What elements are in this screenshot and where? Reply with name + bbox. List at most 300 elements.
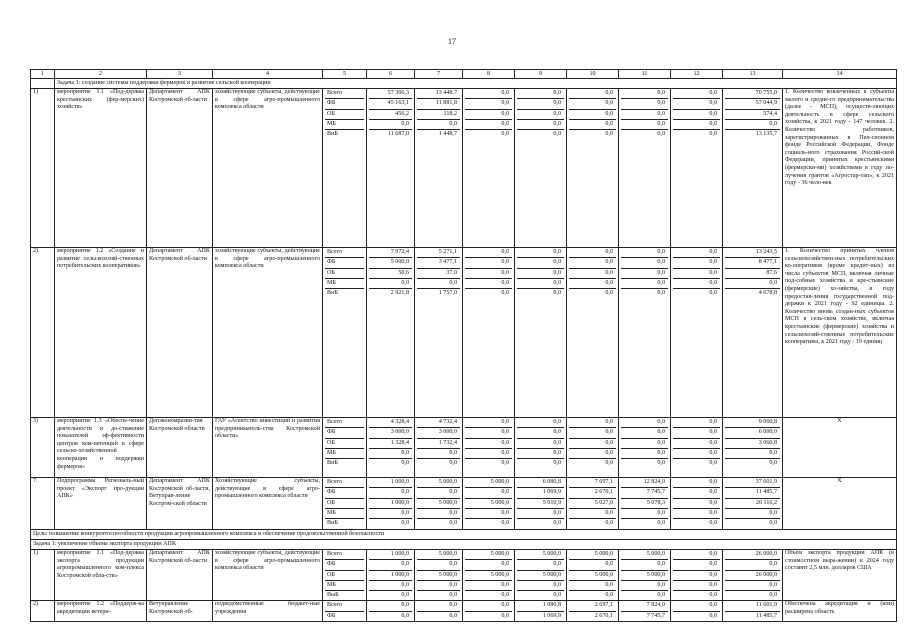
amount-c11-value: 0,0	[621, 428, 668, 438]
amount-c9-value: 6 080,8	[517, 478, 564, 488]
amount-c11-value: 0,0	[621, 99, 668, 109]
amount-c12-value: 0,0	[673, 99, 720, 109]
amount-c7	[415, 550, 463, 601]
amount-c11	[619, 550, 671, 601]
amount-c9-value: 1 069,9	[542, 612, 561, 619]
amount-c7-value: 3 477,1	[417, 258, 460, 268]
amount-c7-value: 0,0	[449, 520, 457, 527]
amount-c12	[671, 248, 723, 418]
amount-c10-value: 2 697,1	[569, 601, 616, 611]
column-number: 6	[367, 70, 415, 79]
amount-c7-value: 0,0	[417, 120, 460, 130]
amount-c7-value: 1 448,7	[438, 131, 457, 138]
funding-source	[323, 89, 367, 248]
amount-c7-value: 5 000,0	[417, 550, 460, 560]
amount-c10-value: 0,0	[605, 290, 613, 297]
amount-c12-value: 0,0	[673, 550, 720, 560]
executor: Департамент АПК Костромской об-ласти	[147, 550, 213, 601]
amount-c7	[415, 601, 463, 622]
amount-c10-value: 0,0	[569, 248, 616, 258]
amount-c7-value: 4 732,4	[417, 418, 460, 428]
amount-c12	[671, 418, 723, 478]
amount-c11-value: 0,0	[621, 110, 668, 120]
amount-c12-value: 0,0	[673, 478, 720, 488]
amount-c11-value: 0,0	[621, 258, 668, 268]
amount-c6-value: 4 328,4	[369, 418, 412, 428]
amount-c13	[723, 478, 783, 530]
amount-c8-value: 0,0	[465, 509, 512, 519]
amount-c11	[619, 418, 671, 478]
amount-c12-value: 0,0	[709, 592, 717, 599]
amount-c6-value: 1 000,0	[369, 478, 412, 488]
amount-c10-value: 2 670,1	[594, 612, 613, 619]
recipient: ГАУ «Агентство инвестиций и развития предприниматель-ства Костромской области»	[213, 418, 323, 478]
amount-c12-value: 0,0	[673, 258, 720, 268]
table-row	[31, 89, 897, 248]
amount-c9-value: 1 069,9	[517, 488, 564, 498]
funding-source-value: МБ	[325, 120, 364, 130]
amount-c6-value: 1 328,4	[369, 439, 412, 449]
amount-c13-value: 0,0	[769, 592, 777, 599]
amount-c10-value: 0,0	[569, 99, 616, 109]
amount-c11-value: 5 000,0	[621, 571, 668, 581]
amount-c6-value: 0,0	[401, 520, 409, 527]
amount-c7-value: 1 757,0	[438, 290, 457, 297]
amount-c9-value: 0,0	[517, 449, 564, 459]
amount-c7-value: 37,0	[417, 269, 460, 279]
amount-c7-value: 0,0	[417, 449, 460, 459]
column-number: 5	[323, 70, 367, 79]
amount-c6-value: 0,0	[369, 449, 412, 459]
funding-source-value: Всего	[325, 550, 364, 560]
amount-c9-value: 1 080,8	[517, 601, 564, 611]
amount-c10-value: 0,0	[605, 131, 613, 138]
amount-c11	[619, 601, 671, 622]
amount-c11-value: 5 000,0	[621, 550, 668, 560]
amount-c8-value: 5 000,0	[465, 571, 512, 581]
amount-c13-value: 11 485,7	[725, 488, 780, 498]
expected-result: Объем экспорта продукции АПК (в стоимостном выра-жении) к 2024 году составит 2,5 млн. долларов США	[783, 550, 897, 601]
column-number: 13	[723, 70, 783, 79]
amount-c11-value: 0,0	[657, 131, 665, 138]
amount-c9-value: 0,0	[517, 428, 564, 438]
amount-c10-value: 5 000,0	[569, 550, 616, 560]
funding-source-value: Всего	[325, 248, 364, 258]
amount-c9-value: 5 000,0	[517, 550, 564, 560]
expected-result: Обеспечена акредитация и (или) расширена область	[783, 601, 897, 622]
amount-c8-value: 5 000,0	[465, 550, 512, 560]
amount-c13-value: 3 060,8	[725, 439, 780, 449]
funding-source-value: МБ	[325, 449, 364, 459]
amount-c10	[567, 418, 619, 478]
amount-c10	[567, 478, 619, 530]
table-row	[31, 248, 897, 418]
amount-c13-value: 0,0	[725, 581, 780, 591]
amount-c7-value: 1 732,4	[417, 439, 460, 449]
funding-source-value: МБ	[325, 509, 364, 519]
table-row	[31, 418, 897, 478]
amount-c7-value: 3 000,0	[417, 428, 460, 438]
amount-c6-value: 0,0	[369, 560, 412, 570]
task-header: Задача 1: увеличение объема экспорта продукции АПК	[31, 540, 897, 550]
amount-c6-value: 0,0	[369, 279, 412, 289]
amount-c9-value: 0,0	[517, 279, 564, 289]
amount-c9	[515, 478, 567, 530]
table-row	[31, 550, 897, 601]
amount-c9	[515, 89, 567, 248]
amount-c13-value: 37 601,9	[725, 478, 780, 488]
amount-c7-value: 0,0	[417, 560, 460, 570]
amount-c11-value: 0,0	[657, 290, 665, 297]
amount-c7-value: 0,0	[449, 612, 457, 619]
goal-header-row	[31, 530, 897, 540]
amount-c11-value: 0,0	[621, 279, 668, 289]
funding-source-value: ФБ	[325, 428, 364, 438]
amount-c6-value: 11 687,0	[387, 131, 409, 138]
amount-c11-value: 0,0	[621, 581, 668, 591]
amount-c9-value: 0,0	[517, 248, 564, 258]
amount-c11-value: 12 824,0	[621, 478, 668, 488]
amount-c8-value: 0,0	[465, 248, 512, 258]
amount-c12-value: 0,0	[673, 509, 720, 519]
amount-c8-value: 0,0	[465, 120, 512, 130]
amount-c7-value: 13 448,7	[417, 89, 460, 99]
funding-source-value: Всего	[325, 601, 364, 611]
amount-c9-value: 0,0	[553, 592, 561, 599]
amount-c11-value: 0,0	[621, 89, 668, 99]
amount-c10-value: 0,0	[605, 460, 613, 467]
amount-c6	[367, 89, 415, 248]
amount-c11-value: 0,0	[621, 248, 668, 258]
amount-c10-value: 0,0	[569, 581, 616, 591]
activity-name: мероприятие 1.2 «Поддерж-ка акредитации ветери-	[55, 601, 147, 622]
amount-c8	[463, 550, 515, 601]
amount-c12-value: 0,0	[673, 248, 720, 258]
amount-c13-value: 0,0	[769, 520, 777, 527]
amount-c6-value: 1 000,0	[369, 550, 412, 560]
amount-c13-value: 70 755,0	[725, 89, 780, 99]
amount-c12-value: 0,0	[673, 110, 720, 120]
amount-c8-value: 0,0	[501, 520, 509, 527]
amount-c12	[671, 478, 723, 530]
amount-c10-value: 0,0	[569, 418, 616, 428]
amount-c7	[415, 248, 463, 418]
amount-c7-value: 0,0	[417, 581, 460, 591]
row-number: 1)	[31, 89, 55, 248]
amount-c7-value: 5 000,0	[417, 478, 460, 488]
amount-c6-value: 2 921,8	[390, 290, 409, 297]
amount-c13-value: 0,0	[725, 509, 780, 519]
amount-c8-value: 0,0	[465, 279, 512, 289]
amount-c6-value: 45 163,1	[369, 99, 412, 109]
amount-c10-value: 0,0	[569, 449, 616, 459]
amount-c11-value: 0,0	[621, 439, 668, 449]
amount-c9-value: 0,0	[517, 509, 564, 519]
amount-c6	[367, 248, 415, 418]
funding-source-value: ВнБ	[327, 520, 338, 527]
amount-c9-value: 0,0	[553, 460, 561, 467]
amount-c6-value: 7 972,4	[369, 248, 412, 258]
amount-c6-value: 0,0	[401, 460, 409, 467]
amount-c6-value: 50,6	[369, 269, 412, 279]
amount-c11-value: 7 745,7	[621, 488, 668, 498]
amount-c11-value: 0,0	[657, 520, 665, 527]
amount-c7-value: 0,0	[417, 509, 460, 519]
amount-c8-value: 0,0	[465, 99, 512, 109]
funding-source-value: ВыБ	[327, 592, 339, 599]
amount-c9-value: 0,0	[553, 520, 561, 527]
row-number: 7.	[31, 478, 55, 530]
column-numbers-row	[31, 70, 897, 79]
amount-c6	[367, 418, 415, 478]
amount-c10-value: 0,0	[569, 560, 616, 570]
funding-source	[323, 550, 367, 601]
amount-c8	[463, 418, 515, 478]
executor: Департамент АПК Костромской об-ласти	[147, 248, 213, 418]
amount-c10-value: 2 670,1	[569, 488, 616, 498]
amount-c6	[367, 478, 415, 530]
amount-c8-value: 0,0	[465, 89, 512, 99]
amount-c13-value: 0,0	[725, 560, 780, 570]
activity-name: Подпрограмма Региональ-ный проект «Экспорт про-дукции АПК»	[55, 478, 147, 530]
amount-c13-value: 57 044,9	[725, 99, 780, 109]
amount-c9-value: 0,0	[517, 120, 564, 130]
table-row	[31, 478, 897, 530]
amount-c11-value: 0,0	[621, 120, 668, 130]
amount-c13-value: 0,0	[769, 460, 777, 467]
row-number: 1)	[31, 550, 55, 601]
amount-c12-value: 0,0	[673, 279, 720, 289]
amount-c13	[723, 550, 783, 601]
amount-c12-value: 0,0	[673, 581, 720, 591]
funding-source-value: ВнБ	[327, 460, 338, 467]
amount-c7-value: 0,0	[449, 592, 457, 599]
task-header-row	[31, 540, 897, 550]
executor: Депэкономразви-тия Костромской области	[147, 418, 213, 478]
amount-c7-value: 118,2	[417, 110, 460, 120]
funding-source-value: ОБ	[325, 571, 364, 581]
amount-c12-value: 0,0	[673, 488, 720, 498]
amount-c12	[671, 550, 723, 601]
amount-c12-value: 0,0	[673, 601, 720, 611]
amount-c10-value: 0,0	[569, 279, 616, 289]
amount-c13-value: 8 477,1	[725, 258, 780, 268]
column-number: 14	[783, 70, 897, 79]
amount-c8-value: 0,0	[465, 581, 512, 591]
amount-c13	[723, 418, 783, 478]
amount-c13-value: 13 243,5	[725, 248, 780, 258]
funding-source-value: ВнБ	[327, 290, 338, 297]
amount-c7	[415, 478, 463, 530]
amount-c13-value: 11 485,7	[755, 612, 777, 619]
amount-c13-value: 87,6	[725, 269, 780, 279]
amount-c9-value: 0,0	[517, 581, 564, 591]
amount-c13-value: 0,0	[725, 279, 780, 289]
amount-c10-value: 0,0	[569, 89, 616, 99]
amount-c9-value: 5 010,9	[517, 499, 564, 509]
column-number: 3	[147, 70, 213, 79]
amount-c7	[415, 418, 463, 478]
amount-c7-value: 5 271,1	[417, 248, 460, 258]
amount-c8	[463, 248, 515, 418]
executor: Департамент АПК Костромской об-ласти	[147, 89, 213, 248]
amount-c12-value: 0,0	[709, 290, 717, 297]
amount-c11-value: 0,0	[621, 560, 668, 570]
funding-source-value: Всего	[325, 89, 364, 99]
amount-c7-value: 0,0	[417, 488, 460, 498]
amount-c8-value: 0,0	[465, 418, 512, 428]
funding-source	[323, 248, 367, 418]
column-number: 9	[515, 70, 567, 79]
amount-c9	[515, 248, 567, 418]
amount-c10-value: 5 000,0	[569, 571, 616, 581]
amount-c6-value: 0,0	[401, 612, 409, 619]
row-number: 2)	[31, 601, 55, 622]
amount-c13-value: 9 060,8	[725, 418, 780, 428]
amount-c12-value: 0,0	[673, 428, 720, 438]
amount-c9-value: 0,0	[517, 99, 564, 109]
amount-c9-value: 0,0	[517, 418, 564, 428]
amount-c8-value: 0,0	[465, 439, 512, 449]
amount-c7-value: 0,0	[417, 279, 460, 289]
executor: Департамент АПК Костромской об-ласти, Ветуправ-ление Костром-ской области	[147, 478, 213, 530]
expected-result: X	[783, 418, 897, 478]
amount-c11-value: 0,0	[657, 592, 665, 599]
amount-c11-value: 0,0	[621, 418, 668, 428]
amount-c10	[567, 601, 619, 622]
amount-c13-value: 13 135,7	[755, 131, 777, 138]
amount-c8-value: 5 000,0	[465, 499, 512, 509]
amount-c8-value: 0,0	[465, 449, 512, 459]
column-number: 2	[55, 70, 147, 79]
row-number: 3)	[31, 418, 55, 478]
column-number: 1	[31, 70, 55, 79]
amount-c10-value: 0,0	[569, 428, 616, 438]
funding-source-value: ОБ	[325, 499, 364, 509]
amount-c9-value: 0,0	[517, 560, 564, 570]
amount-c8-value: 0,0	[501, 460, 509, 467]
funding-source	[323, 601, 367, 622]
amount-c12-value: 0,0	[673, 571, 720, 581]
amount-c13-value: 26 116,2	[725, 499, 780, 509]
amount-c9-value: 0,0	[553, 290, 561, 297]
amount-c6-value: 0,0	[369, 120, 412, 130]
amount-c8-value: 0,0	[465, 258, 512, 268]
amount-c9	[515, 601, 567, 622]
funding-source-value: ОБ	[325, 439, 364, 449]
funding-source-value: Всего	[325, 418, 364, 428]
amount-c8-value: 0,0	[465, 110, 512, 120]
activity-name: мероприятие 1.2 «Создание и развитие сельскохозяй-ственных потребительских кооперативов»	[55, 248, 147, 418]
recipient: хозяйствующие субъекты, действующие в сфере агро-промышленного комплекса области	[213, 248, 323, 418]
expected-result: 1. Количество вовлеченных в субъекты малого и средне-го предпринимательства (далее - МСП), осуществ-ляющих деятельность в сфере сельского хозяйства, к 2021 году - 147 человек. 2. Количество работников, зарегистрированных в Пен-сионном фонде Российской Федерации, Фонде социаль-ного страхования Россий-ской Федерации, принятых крестьянскими (фермерски-ми) хозяйствами в году по-лучения грантов «Агростар-тап», к 2021 году - 36 чело-век	[783, 89, 897, 248]
funding-source-value: ОБ	[325, 269, 364, 279]
recipient: хозяйствующие субъекты, действующие в сфере агро-промышленного комплекса области	[213, 89, 323, 248]
amount-c11-value: 0,0	[621, 509, 668, 519]
amount-c9	[515, 550, 567, 601]
amount-c7-value: 5 000,0	[417, 499, 460, 509]
amount-c6	[367, 601, 415, 622]
amount-c9	[515, 418, 567, 478]
amount-c12-value: 0,0	[673, 499, 720, 509]
amount-c13	[723, 89, 783, 248]
amount-c13	[723, 248, 783, 418]
amount-c8	[463, 89, 515, 248]
amount-c11-value: 5 078,3	[621, 499, 668, 509]
activity-name: мероприятие 1.1 «Под-держка крестьянских (фер-мерских) хозяйств»	[55, 89, 147, 248]
amount-c9-value: 0,0	[517, 439, 564, 449]
amount-c10-value: 0,0	[569, 439, 616, 449]
amount-c7-value: 0,0	[417, 601, 460, 611]
amount-c8-value: 0,0	[465, 428, 512, 438]
amount-c9-value: 0,0	[553, 131, 561, 138]
funding-source-value: ФБ	[325, 99, 364, 109]
amount-c12-value: 0,0	[673, 269, 720, 279]
recipient: Хозяйствующие субъекты, действующие в сфере агро-промышленного комплекса области	[213, 478, 323, 530]
amount-c8-value: 0,0	[501, 612, 509, 619]
amount-c7	[415, 89, 463, 248]
amount-c13-value: 0,0	[725, 449, 780, 459]
amount-c6-value: 5 000,0	[369, 258, 412, 268]
recipient: хозяйствующие субъекты, действующие в сфере агро-промышленного комплекса области	[213, 550, 323, 601]
amount-c6-value: 0,0	[369, 509, 412, 519]
row-number: 2)	[31, 248, 55, 418]
table-row	[31, 601, 897, 622]
amount-c12	[671, 89, 723, 248]
amount-c10	[567, 248, 619, 418]
amount-c12-value: 0,0	[673, 120, 720, 130]
amount-c10-value: 0,0	[569, 110, 616, 120]
amount-c13	[723, 601, 783, 622]
amount-c11	[619, 89, 671, 248]
amount-c8-value: 0,0	[465, 560, 512, 570]
column-number: 4	[213, 70, 323, 79]
amount-c12-value: 0,0	[709, 131, 717, 138]
task-header: Задача 1: создание системы поддержки фермеров и развитие сельской кооперации	[55, 79, 897, 89]
amount-c8-value: 0,0	[501, 131, 509, 138]
amount-c11	[619, 248, 671, 418]
column-number: 11	[619, 70, 671, 79]
amount-c12	[671, 601, 723, 622]
column-number: 10	[567, 70, 619, 79]
amount-c10-value: 0,0	[569, 120, 616, 130]
amount-c8-value: 0,0	[465, 269, 512, 279]
amount-c8	[463, 601, 515, 622]
funding-source-value: МБ	[325, 581, 364, 591]
budget-table	[30, 69, 897, 622]
amount-c9-value: 0,0	[517, 110, 564, 120]
amount-c9-value: 0,0	[517, 258, 564, 268]
amount-c8-value: 5 000,0	[465, 478, 512, 488]
amount-c10-value: 0,0	[605, 520, 613, 527]
amount-c10-value: 0,0	[605, 592, 613, 599]
amount-c10-value: 0,0	[569, 258, 616, 268]
amount-c11-value: 7 745,7	[646, 612, 665, 619]
expected-result: 1. Количество принятых членов сельскохозяйствен-ных потребительских ко-оперативов (кроме кредит-ных) из числа субъектов МСП, включая личные под-собные хозяйства и кре-стьянские (фермерские) хо-зяйства, в году предостав-ления государственной под-держки к 2021 году - 92 единицы. 2. Количество вновь создан-ных субъектов МСП в сель-ском хозяйстве, включая крестьянские (фермерские) хозяйства и сельскохозяй-ственные потребительские кооперативы, к 2021 году - 19 единиц	[783, 248, 897, 418]
amount-c13-value: 26 000,0	[725, 550, 780, 560]
amount-c10-value: 7 697,1	[569, 478, 616, 488]
funding-source-value: ФБ	[325, 560, 364, 570]
amount-c10	[567, 550, 619, 601]
recipient: подведомственные бюджет-ные учреждения	[213, 601, 323, 622]
amount-c10-value: 5 027,0	[569, 499, 616, 509]
amount-c6-value: 0,0	[401, 592, 409, 599]
amount-c13-value: 4 678,8	[758, 290, 777, 297]
amount-c11	[619, 478, 671, 530]
column-number: 7	[415, 70, 463, 79]
amount-c13-value: 574,4	[725, 110, 780, 120]
amount-c12-value: 0,0	[709, 460, 717, 467]
